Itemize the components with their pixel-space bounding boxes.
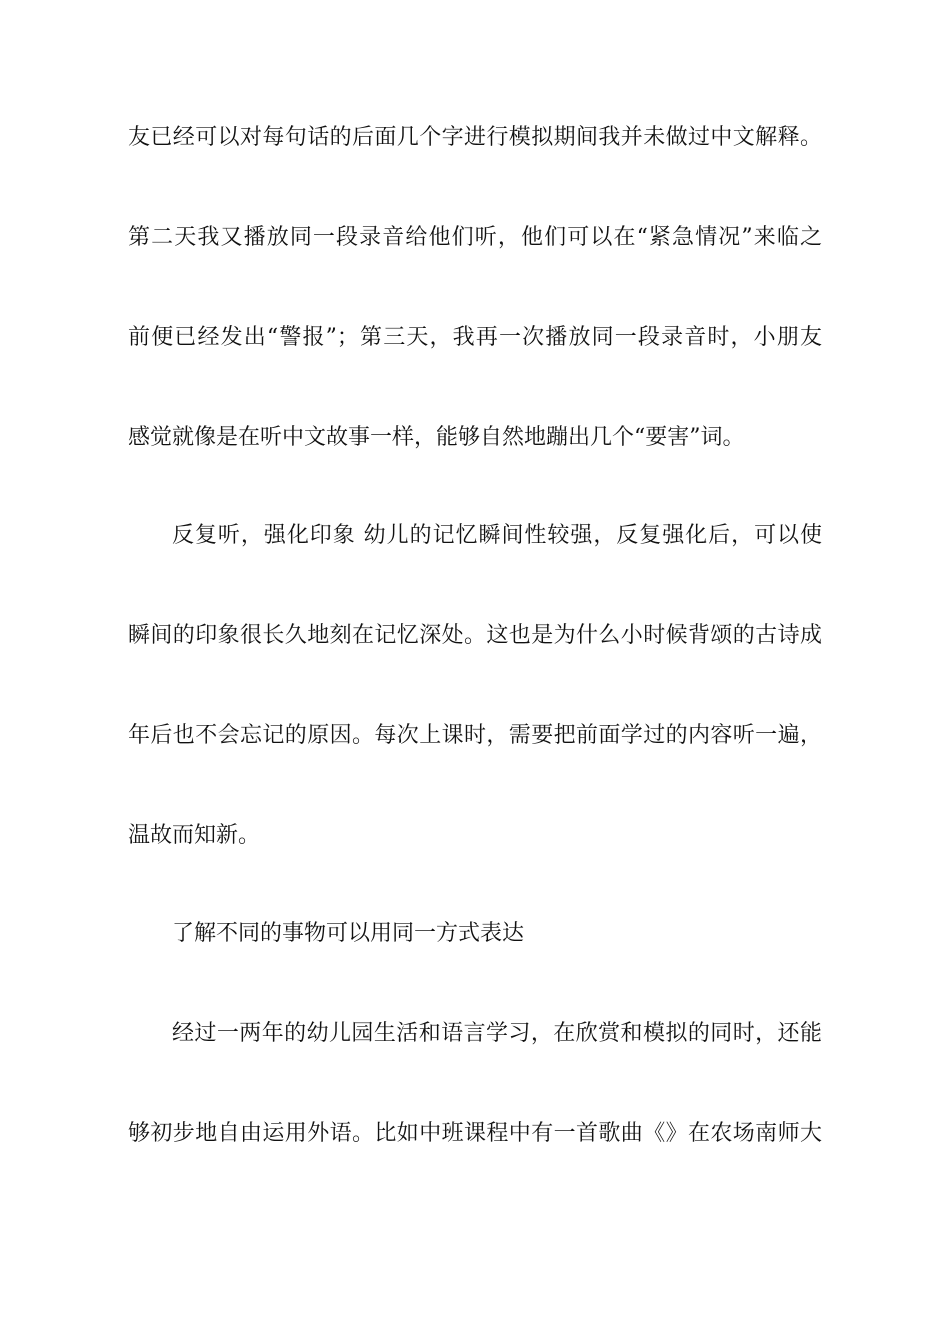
text-line: 够初步地自由运用外语。比如中班课程中有一首歌曲《》在农场南师大 bbox=[128, 1121, 822, 1146]
text-line: 温故而知新。 bbox=[128, 823, 261, 848]
text-line: 反复听，强化印象 幼儿的记忆瞬间性较强，反复强化后，可以使 bbox=[172, 523, 822, 548]
section-heading: 了解不同的事物可以用同一方式表达 bbox=[172, 921, 525, 946]
text-line: 友已经可以对每句话的后面几个字进行模拟期间我并未做过中文解释。 bbox=[128, 125, 822, 150]
text-line: 经过一两年的幼儿园生活和语言学习，在欣赏和模拟的同时，还能 bbox=[172, 1021, 822, 1046]
text-line: 感觉就像是在听中文故事一样，能够自然地蹦出几个“要害”词。 bbox=[128, 425, 745, 450]
text-line: 第二天我又播放同一段录音给他们听，他们可以在“紧急情况”来临之 bbox=[128, 225, 822, 250]
text-line: 前便已经发出“警报”；第三天，我再一次播放同一段录音时，小朋友 bbox=[128, 325, 822, 350]
text-line: 瞬间的印象很长久地刻在记忆深处。这也是为什么小时候背颂的古诗成 bbox=[128, 623, 822, 648]
text-line: 年后也不会忘记的原因。每次上课时，需要把前面学过的内容听一遍， bbox=[128, 723, 822, 748]
